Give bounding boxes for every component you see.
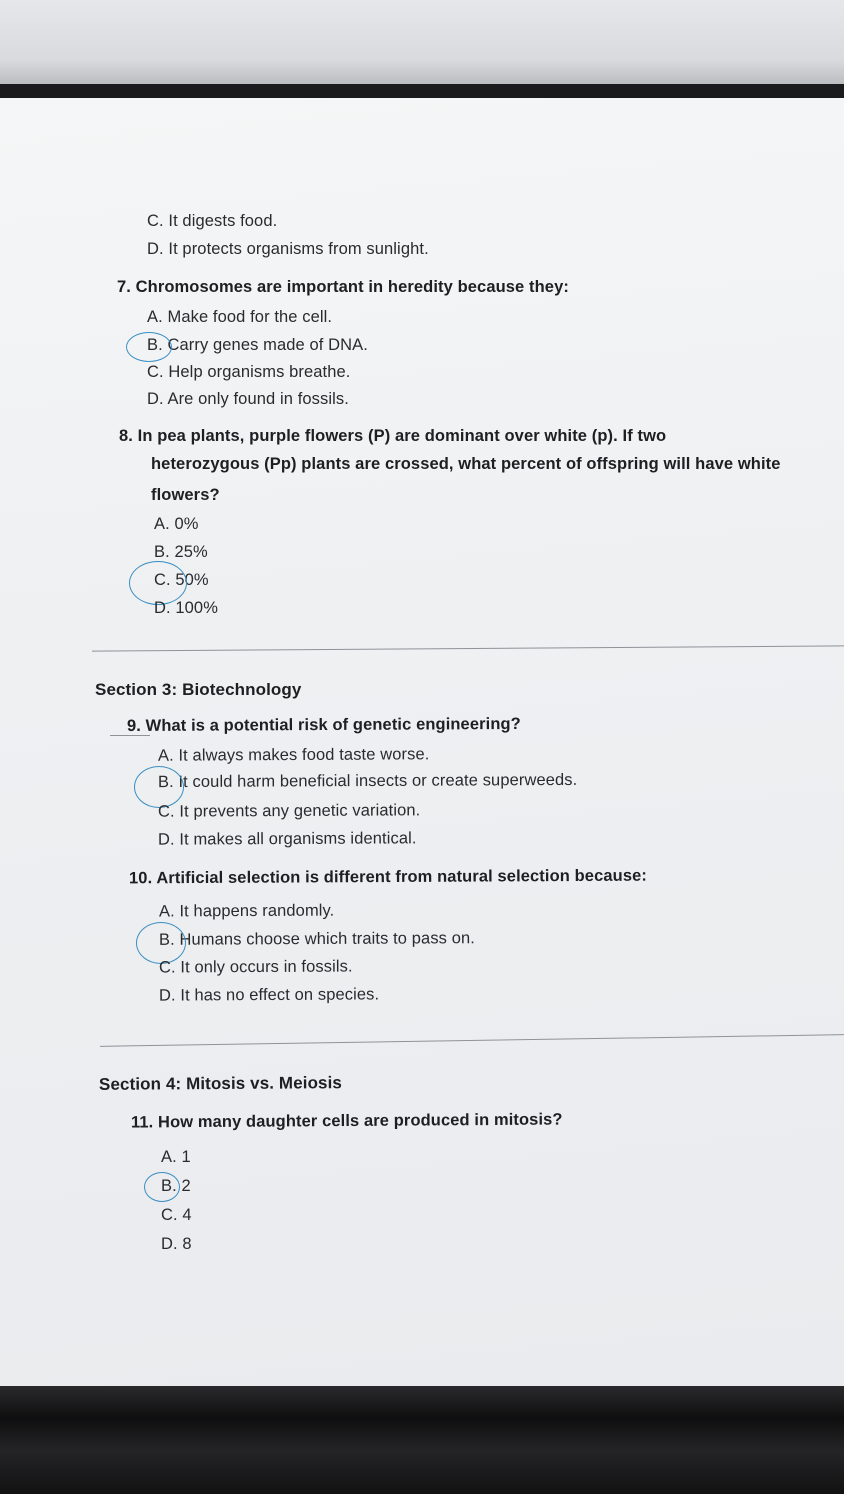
q9-option-a: A. It always makes food taste worse.: [157, 745, 430, 765]
section-divider: [92, 645, 844, 651]
q11-option-c: C. 4: [161, 1206, 192, 1224]
q9-option-b: B. It could harm beneficial insects or create superweeds.: [157, 770, 578, 792]
q11-answer-circle: [144, 1172, 180, 1202]
q11-option-b: B. 2: [161, 1177, 191, 1195]
q8-question-line3: flowers?: [151, 486, 220, 504]
section-3-title: Section 3: Biotechnology: [95, 680, 302, 699]
q7-answer-circle: [126, 332, 172, 362]
q11-question: 11. How many daughter cells are produced in mitosis?: [130, 1110, 563, 1132]
q7-option-a: A. Make food for the cell.: [147, 308, 333, 326]
q7-option-d: D. Are only found in fossils.: [147, 390, 349, 408]
q9-option-c: C. It prevents any genetic variation.: [157, 801, 421, 821]
q10-question: 10. Artificial selection is different from natural selection because:: [128, 866, 647, 888]
q11-option-a: A. 1: [161, 1148, 191, 1166]
q6-option-d: D. It protects organisms from sunlight.: [147, 240, 429, 258]
monitor-bottom-bezel: [0, 1386, 844, 1494]
q10-option-d: D. It has no effect on species.: [158, 985, 380, 1005]
q8-option-a: A. 0%: [154, 515, 199, 533]
q9-option-d: D. It makes all organisms identical.: [157, 829, 417, 849]
q9-question: 9. What is a potential risk of genetic engineering?: [126, 714, 521, 736]
q10-option-b: B. Humans choose which traits to pass on.: [158, 929, 475, 949]
q8-option-d: D. 100%: [154, 599, 218, 617]
q8-option-b: B. 25%: [154, 543, 208, 561]
quiz-page: [0, 98, 844, 1386]
monitor-top-bezel: [0, 0, 844, 86]
q7-option-b: B. Carry genes made of DNA.: [147, 336, 368, 354]
section-divider-2: [100, 1034, 844, 1047]
q7-question: 7. Chromosomes are important in heredity because they:: [117, 278, 569, 296]
q6-option-c: C. It digests food.: [147, 212, 278, 230]
q10-option-c: C. It only occurs in fossils.: [158, 957, 353, 977]
q11-option-d: D. 8: [161, 1235, 192, 1253]
q8-question-line2: heterozygous (Pp) plants are crossed, what percent of offspring will have white: [151, 455, 781, 473]
monitor-top-edge: [0, 84, 844, 98]
q8-option-c: C. 50%: [154, 571, 209, 589]
q10-option-a: A. It happens randomly.: [158, 901, 335, 921]
section-4-title: Section 4: Mitosis vs. Meiosis: [98, 1073, 343, 1094]
q7-option-c: C. Help organisms breathe.: [147, 363, 351, 381]
q8-question-line1: 8. In pea plants, purple flowers (P) are dominant over white (p). If two: [119, 427, 667, 445]
